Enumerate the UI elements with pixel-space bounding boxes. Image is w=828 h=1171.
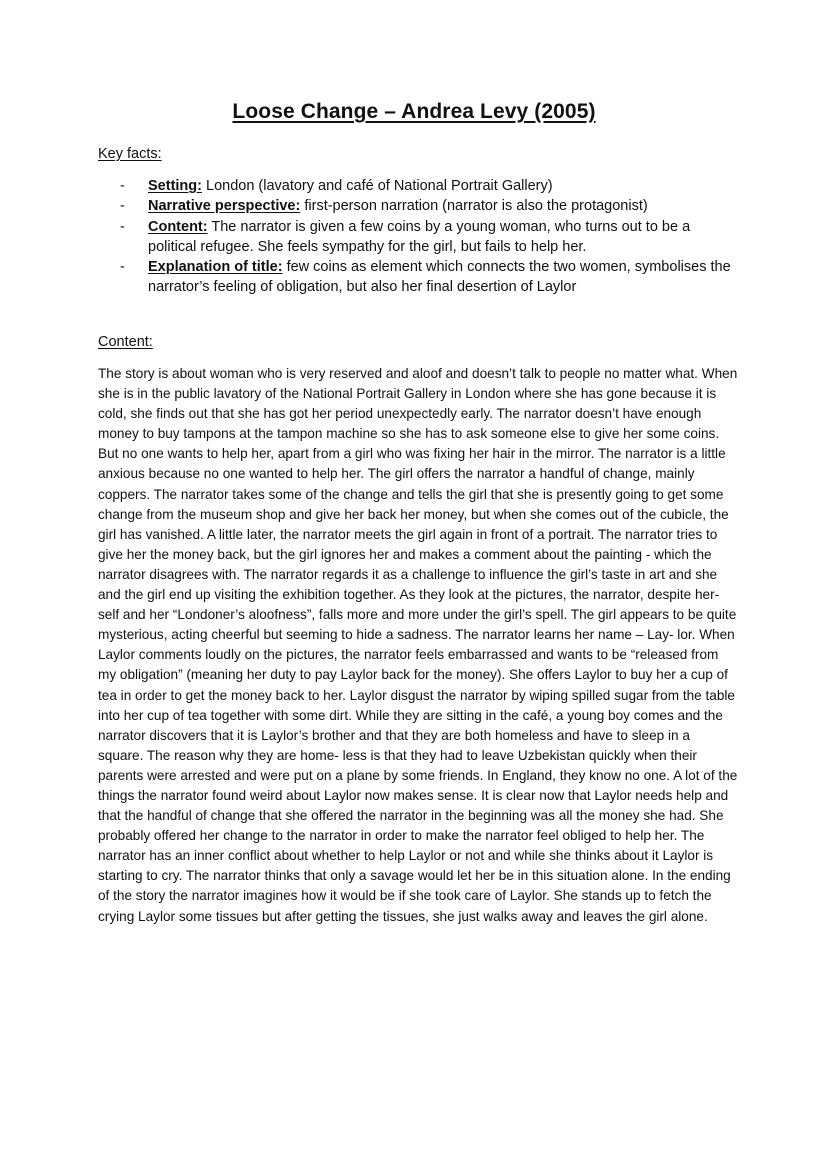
key-facts-list	[98, 176, 738, 298]
key-fact-content	[98, 217, 738, 258]
key-fact-label: Explanation of title:	[148, 259, 283, 276]
key-fact-narrative-perspective	[98, 196, 738, 216]
key-fact-text: first-person narration (narrator is also the protagonist)	[304, 198, 648, 215]
list-dash: -	[120, 178, 125, 194]
content-heading: Content:	[98, 334, 153, 350]
key-facts-heading: Key facts:	[98, 146, 162, 162]
key-fact-label: Setting:	[148, 178, 202, 194]
key-fact-text: The narrator is given a few coins by a young woman, who turns out to be a political refugee. She feels sympathy for the girl, but fails to help her.	[148, 218, 691, 255]
story-summary-paragraph: The story is about woman who is very reserved and aloof and doesn’t talk to people no matter what. When she is in the public lavatory of the National Portrait Gallery in London where she has gone because it is cold, she finds out that she has got her period unexpectedly early. The narrator doesn’t have enough money to buy tampons at the tampon machine so she has to ask someone else to give her some coins. But no one wants to help her, apart from a girl who was fixing her hair in the mirror. The narrator is a little anxious because no one wanted to help her. The girl offers the narrator a handful of change, mainly coppers. The narrator takes some of the change and tells the girl that she is presently going to get some change from the museum shop and give her back her money, but when she comes out of the cubicle, the girl has vanished. A little later, the narrator meets the girl again in front of a portrait. The narrator tries to give her the money back, but the girl ignores her and makes a comment about the painting - which the narrator disagrees with. The narrator regards it as a challenge to influence the girl’s taste in art and she and the girl end up visiting the exhibition together. As they look at the pictures, the narrator, despite her- self and her “Londoner’s aloofness”, falls more and more under the girl’s spell. The girl appears to be quite mysterious, acting cheerful but seeming to hide a sadness. The narrator learns her name – Lay- lor. When Laylor comments loudly on the pictures, the narrator feels embarrassed and wants to be “released from my obligation” (meaning her duty to pay Laylor back for the money). She offers Laylor to buy her a cup of tea in order to get the money back to her. Laylor disgust the narrator by wiping spilled sugar from the table into her cup of tea together with some dirt. While they are sitting in the café, a young boy comes and the narrator discovers that it is Laylor’s brother and that they are both homeless and have to sleep in a square. The reason why they are home- less is that they had to leave Uzbekistan quickly when their parents were arrested and were put on a plane by some friends. In England, they know no one. A lot of the things the narrator found weird about Laylor now makes sense. It is clear now that Laylor needs help and that the handful of change that she offered the narrator in the beginning was all the money she had. She probably offered her change to the narrator in order to make the narrator feel obliged to help her. The narrator has an inner conflict about whether to help Laylor or not and while she thinks about it Laylor is starting to cry. The narrator thinks that only a savage would let her be in this situation alone. In the ending of the story the narrator imagines how it would be if she took care of Laylor. She stands up to fetch the crying Laylor some tissues but after getting the tissues, she just walks away and leaves the girl alone.	[98, 366, 738, 924]
key-fact-setting	[98, 176, 738, 196]
key-fact-text: few coins as element which connects the two women, symbolises the narrator’s feeling of obligation, but also her final desertion of Laylor	[148, 259, 731, 296]
key-fact-explanation-of-title	[98, 257, 738, 298]
document-title: Loose Change – Andrea Levy (2005)	[232, 100, 596, 123]
key-fact-text: London (lavatory and café of National Portrait Gallery)	[206, 178, 553, 194]
key-fact-label: Content:	[148, 218, 208, 235]
list-dash: -	[120, 218, 125, 235]
list-dash: -	[120, 198, 125, 215]
key-fact-label: Narrative perspective:	[148, 198, 301, 215]
list-dash: -	[120, 259, 125, 276]
